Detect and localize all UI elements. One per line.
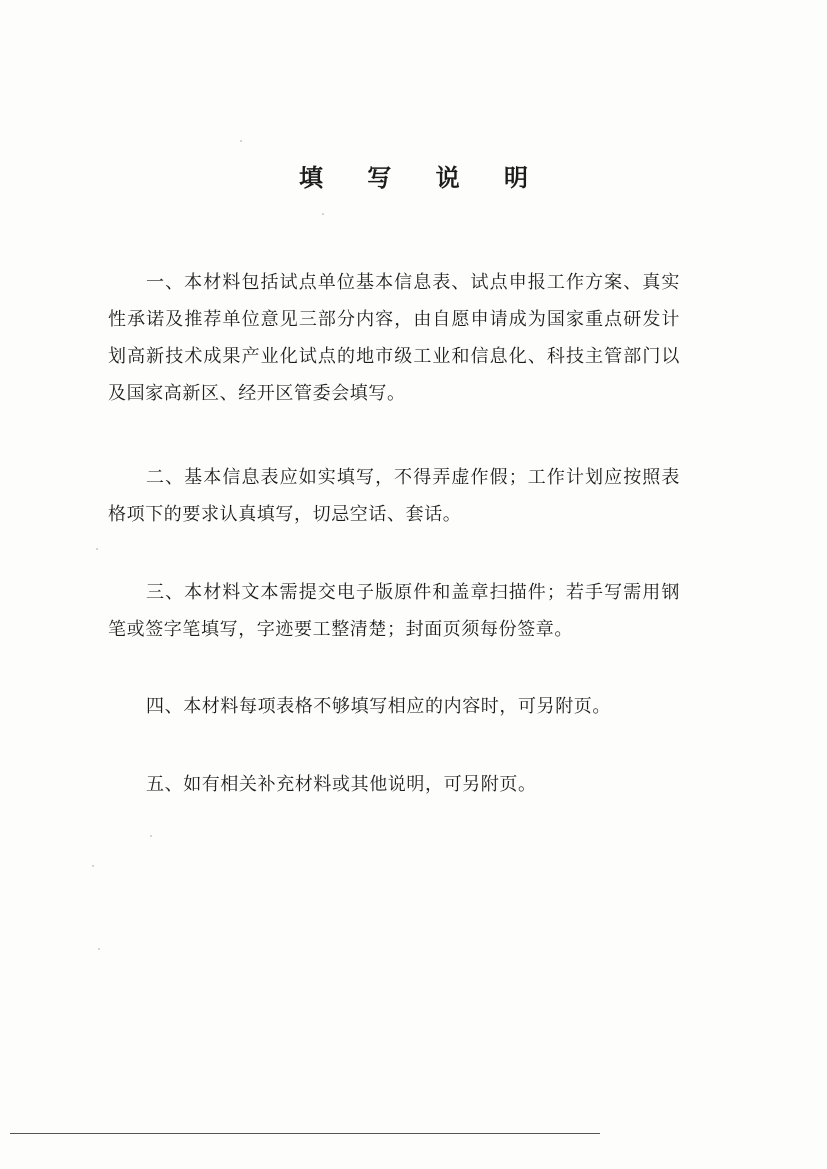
scan-speck (98, 948, 100, 950)
instruction-paragraph-5: 五、如有相关补充材料或其他说明，可另附页。 (146, 774, 537, 795)
scan-speck (92, 865, 94, 867)
scan-speck (96, 548, 98, 550)
scan-speck (240, 140, 242, 142)
scan-speck (150, 835, 152, 837)
instruction-paragraph-4: 四、本材料每项表格不够填写相应的内容时，可另附页。 (146, 696, 611, 717)
instruction-paragraph-1: 一、本材料包括试点单位基本信息表、试点申报工作方案、真实性承诺及推荐单位意见三部分内容，由自愿申请成为国家重点研发计划高新技术成果产业化试点的地市级工业和信息化、科技主管部门以及国家高新区、经开区管委会填写。 (108, 272, 680, 404)
bottom-scan-line (10, 1133, 600, 1134)
instruction-paragraph-3: 三、本材料文本需提交电子版原件和盖章扫描件；若手写需用钢笔或签字笔填写，字迹要工整清楚；封面页须每份签章。 (108, 582, 680, 640)
instruction-paragraph-2: 二、基本信息表应如实填写，不得弄虚作假；工作计划应按照表格项下的要求认真填写，切忌空话、套话。 (108, 467, 680, 525)
scan-speck (322, 213, 324, 215)
page-title: 填 写 说 明 (298, 163, 547, 192)
